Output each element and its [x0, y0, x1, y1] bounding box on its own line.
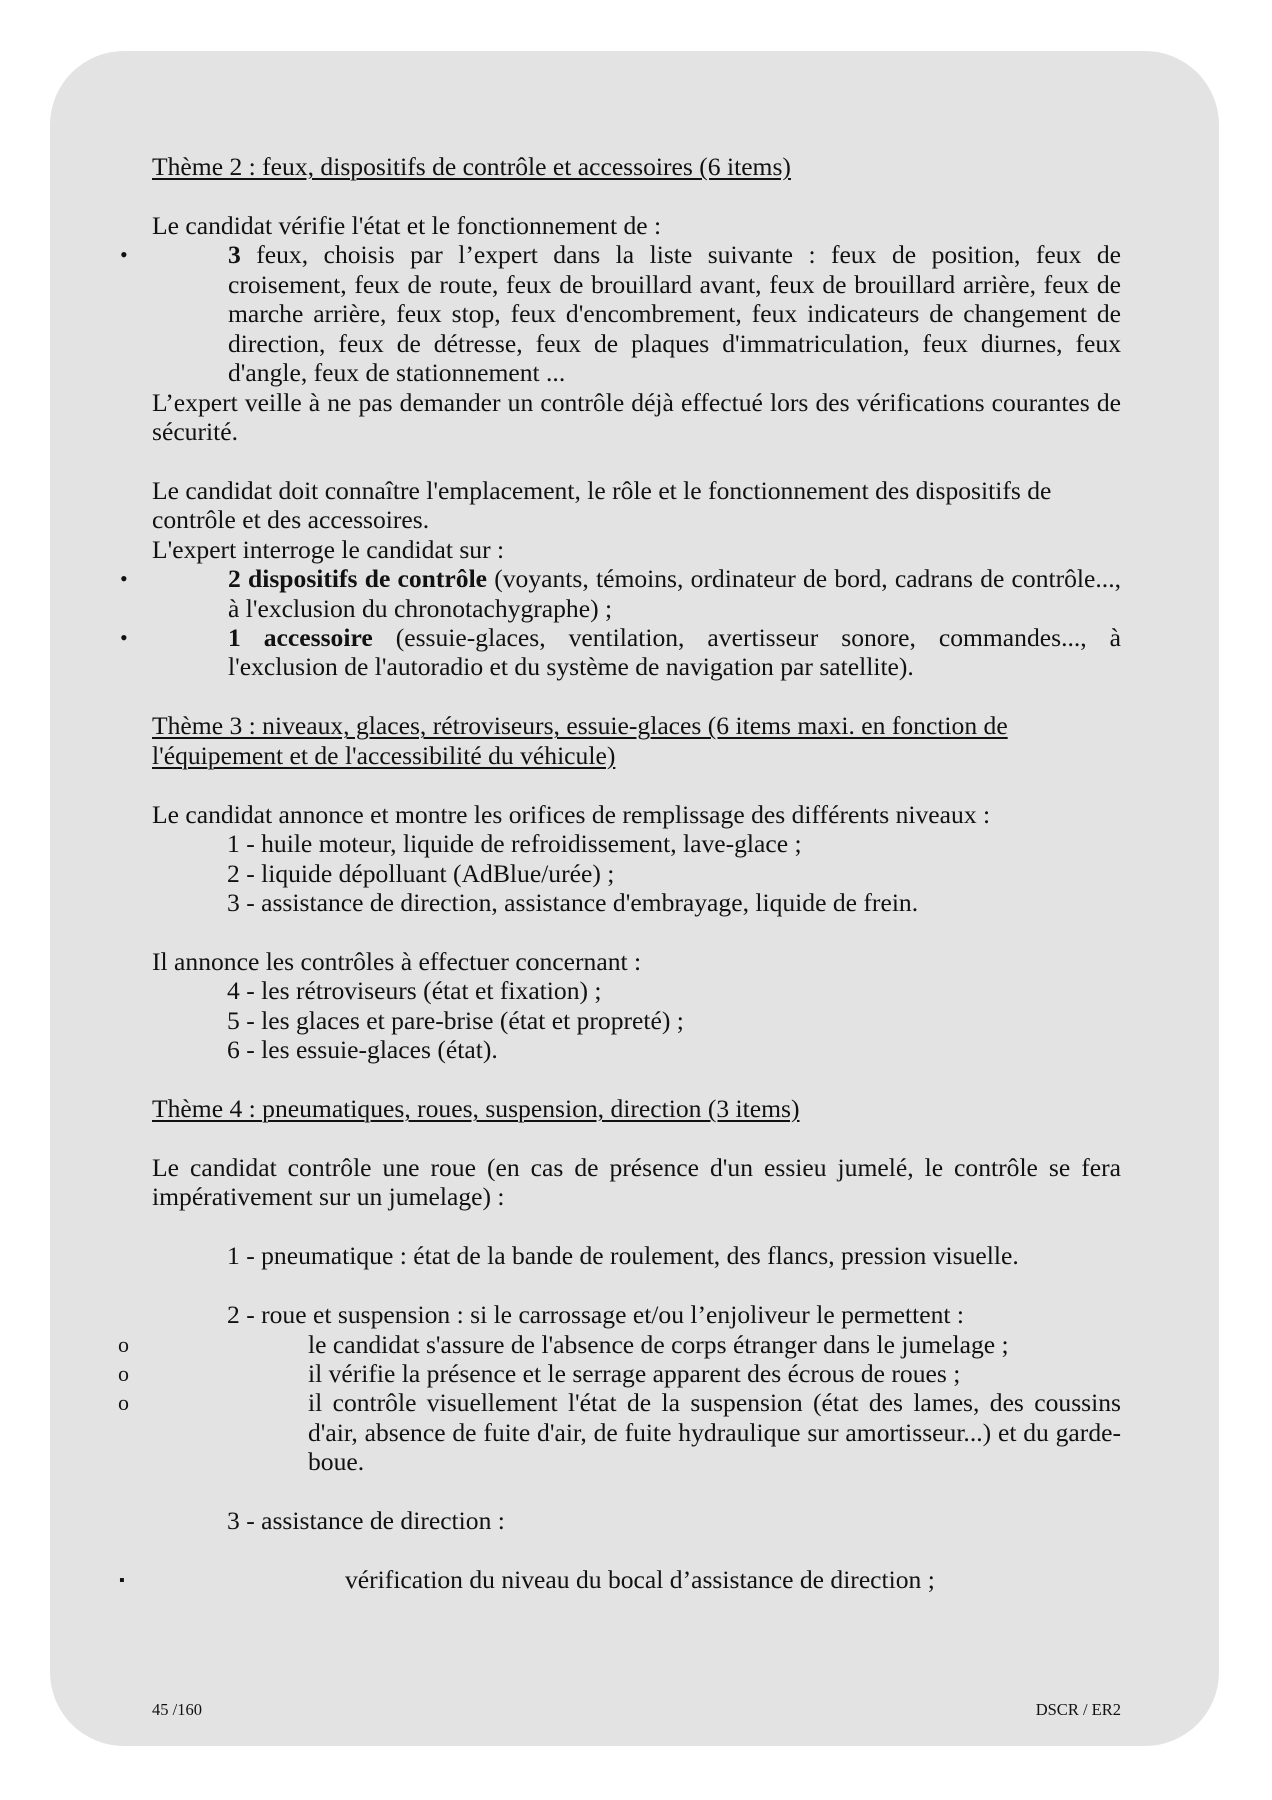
control-item: 5 - les glaces et pare-brise (état et propreté) ;	[227, 1005, 684, 1035]
theme2-heading-text: Thème 2 : feux, dispositifs de contrôle et accessoires (6 items)	[152, 152, 791, 181]
circle-bullet-icon: o	[118, 1331, 129, 1357]
note-line: sécurité.	[152, 416, 238, 446]
level-item: 3 - assistance de direction, assistance d'embrayage, liquide de frein.	[227, 887, 919, 917]
controls-intro: Il annonce les contrôles à effectuer concernant :	[152, 946, 642, 976]
sub-item-text: il contrôle visuellement l'état de la suspension (état des lames, des coussins	[308, 1388, 1121, 1418]
theme4-heading	[152, 1094, 1121, 1123]
bullet-dispositifs	[120, 564, 1121, 623]
note-line: L’expert veille à ne pas demander un contrôle déjà effectué lors des vérifications courantes de	[152, 387, 1121, 417]
square-sub-item-text: vérification du niveau du bocal d’assistance de direction ;	[345, 1565, 935, 1594]
theme3-heading	[152, 741, 1121, 770]
bullet-dispositifs-bold: 2 dispositifs de contrôle	[228, 564, 488, 594]
bullet-feux-line: direction, feux de détresse, feux de plaques d'immatriculation, feux diurnes, feux	[228, 328, 1121, 358]
paragraph-line: Le candidat doit connaître l'emplacement, le rôle et le fonctionnement des dispositifs de	[152, 475, 1052, 505]
wheel-item-2: 2 - roue et suspension : si le carrossage et/ou l’enjoliveur le permettent :	[227, 1300, 965, 1330]
sub-item	[118, 1329, 1121, 1359]
sub-item	[118, 1358, 1121, 1388]
bullet-feux-line: feux, choisis par l’expert dans la liste suivante : feux de position, feux de	[240, 240, 1121, 270]
square-bullet-icon: ▪	[119, 1572, 125, 1589]
sub-item-text: boue.	[308, 1447, 365, 1477]
bullet-icon: •	[120, 566, 128, 592]
theme3-heading-text: l'équipement et de l'accessibilité du véhicule)	[152, 740, 616, 770]
bullet-feux-line: d'angle, feux de stationnement ...	[228, 358, 566, 388]
bullet-accessoire-line: (essuie-glaces, ventilation, avertisseur sonore, commandes..., à	[372, 623, 1122, 652]
interroge-line: L'expert interroge le candidat sur :	[152, 534, 505, 564]
bullet-feux-line: marche arrière, feux stop, feux d'encombrement, feux indicateurs de changement de	[228, 299, 1121, 329]
bullet-feux	[120, 240, 1121, 388]
level-item: 1 - huile moteur, liquide de refroidissement, lave-glace ;	[227, 829, 802, 859]
theme3-heading	[152, 711, 1121, 740]
bullet-accessoire-bold: 1 accessoire	[228, 623, 373, 652]
square-sub-item	[119, 1565, 1121, 1594]
bullet-icon: •	[120, 242, 128, 268]
control-item: 6 - les essuie-glaces (état).	[227, 1035, 498, 1065]
paragraph-line: contrôle et des accessoires.	[152, 505, 430, 535]
bullet-icon: •	[120, 625, 128, 650]
document-reference: DSCR / ER2	[1035, 1700, 1121, 1719]
bullet-feux-line: croisement, feux de route, feux de brouillard avant, feux de brouillard arrière, feux de	[228, 269, 1121, 299]
bullet-dispositifs-line: à l'exclusion du chronotachygraphe) ;	[228, 593, 613, 623]
sub-item-text: le candidat s'assure de l'absence de corps étranger dans le jumelage ;	[308, 1329, 1009, 1359]
page-number: 45 /160	[152, 1700, 202, 1719]
theme2-heading	[152, 152, 1121, 181]
wheel-item-3: 3 - assistance de direction :	[227, 1506, 505, 1536]
circle-bullet-icon: o	[118, 1390, 129, 1416]
theme4-intro-line: Le candidat contrôle une roue (en cas de présence d'un essieu jumelé, le contrôle se fera	[152, 1152, 1121, 1182]
level-item: 2 - liquide dépolluant (AdBlue/urée) ;	[227, 858, 615, 888]
bullet-feux-bold: 3	[228, 240, 241, 270]
wheel-item-1: 1 - pneumatique : état de la bande de roulement, des flancs, pression visuelle.	[227, 1241, 1019, 1271]
theme4-intro-line: impérativement sur un jumelage) :	[152, 1182, 505, 1212]
theme3-heading-text: Thème 3 : niveaux, glaces, rétroviseurs, essuie-glaces (6 items maxi. en fonction de	[152, 711, 1008, 741]
sub-item	[118, 1388, 1121, 1418]
circle-bullet-icon: o	[118, 1360, 129, 1386]
theme2-intro: Le candidat vérifie l'état et le fonctionnement de :	[152, 210, 662, 240]
control-item: 4 - les rétroviseurs (état et fixation) ;	[227, 976, 602, 1006]
levels-intro: Le candidat annonce et montre les orifices de remplissage des différents niveaux :	[152, 799, 991, 829]
sub-item-text: il vérifie la présence et le serrage apparent des écrous de roues ;	[308, 1358, 961, 1388]
bullet-accessoire-line: l'exclusion de l'autoradio et du système de navigation par satellite).	[228, 652, 914, 682]
theme4-heading-text: Thème 4 : pneumatiques, roues, suspension, direction (3 items)	[152, 1094, 800, 1123]
bullet-dispositifs-line: (voyants, témoins, ordinateur de bord, cadrans de contrôle...,	[487, 564, 1121, 594]
document-body	[118, 152, 1122, 1594]
bullet-accessoire	[120, 623, 1122, 682]
sub-item-text: d'air, absence de fuite d'air, de fuite hydraulique sur amortisseur...) et du garde-	[308, 1417, 1121, 1447]
